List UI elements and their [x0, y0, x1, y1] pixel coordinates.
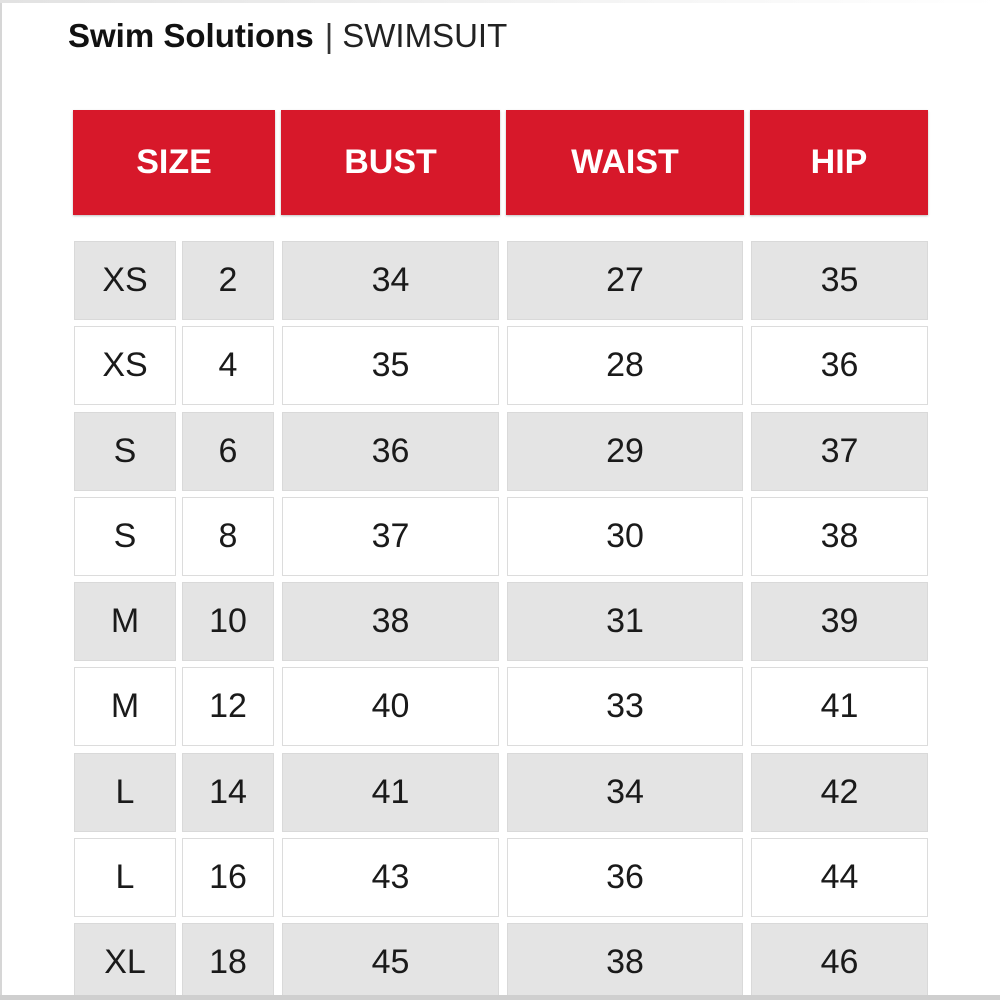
title-separator: |: [324, 17, 334, 54]
cell-hip: 46: [751, 923, 928, 1000]
header-waist: WAIST: [506, 110, 744, 215]
cell-bust: 45: [282, 923, 499, 1000]
cell-waist: 38: [507, 923, 743, 1000]
cell-size-letter: M: [74, 582, 176, 661]
cell-waist: 31: [507, 582, 743, 661]
cell-bust: 36: [282, 412, 499, 491]
cell-size-letter: XS: [74, 241, 176, 320]
cell-waist: 27: [507, 241, 743, 320]
cell-hip: 39: [751, 582, 928, 661]
frame-edge: [0, 0, 1000, 3]
cell-size-letter: XL: [74, 923, 176, 1000]
cell-size-number: 16: [182, 838, 274, 917]
cell-size-number: 6: [182, 412, 274, 491]
cell-waist: 28: [507, 326, 743, 405]
cell-waist: 36: [507, 838, 743, 917]
cell-size-letter: S: [74, 412, 176, 491]
cell-hip: 35: [751, 241, 928, 320]
cell-hip: 37: [751, 412, 928, 491]
cell-waist: 34: [507, 753, 743, 832]
cell-hip: 44: [751, 838, 928, 917]
cell-size-letter: L: [74, 753, 176, 832]
cell-size-letter: XS: [74, 326, 176, 405]
cell-hip: 38: [751, 497, 928, 576]
cell-bust: 34: [282, 241, 499, 320]
cell-size-number: 8: [182, 497, 274, 576]
header-bust: BUST: [281, 110, 500, 215]
cell-hip: 42: [751, 753, 928, 832]
page-title: [68, 14, 507, 58]
cell-size-number: 10: [182, 582, 274, 661]
cell-size-letter: M: [74, 667, 176, 746]
cell-bust: 41: [282, 753, 499, 832]
cell-size-letter: L: [74, 838, 176, 917]
brand-name: Swim Solutions: [68, 17, 314, 54]
frame-edge: [0, 995, 1000, 1000]
cell-waist: 29: [507, 412, 743, 491]
cell-size-number: 18: [182, 923, 274, 1000]
cell-size-letter: S: [74, 497, 176, 576]
cell-hip: 36: [751, 326, 928, 405]
cell-bust: 37: [282, 497, 499, 576]
cell-waist: 30: [507, 497, 743, 576]
header-hip: HIP: [750, 110, 928, 215]
cell-bust: 38: [282, 582, 499, 661]
cell-size-number: 14: [182, 753, 274, 832]
cell-size-number: 2: [182, 241, 274, 320]
frame-edge: [0, 0, 2, 1000]
cell-waist: 33: [507, 667, 743, 746]
cell-bust: 43: [282, 838, 499, 917]
cell-size-number: 4: [182, 326, 274, 405]
cell-size-number: 12: [182, 667, 274, 746]
cell-hip: 41: [751, 667, 928, 746]
cell-bust: 35: [282, 326, 499, 405]
header-size: SIZE: [73, 110, 275, 215]
cell-bust: 40: [282, 667, 499, 746]
product-category: SWIMSUIT: [342, 17, 508, 54]
